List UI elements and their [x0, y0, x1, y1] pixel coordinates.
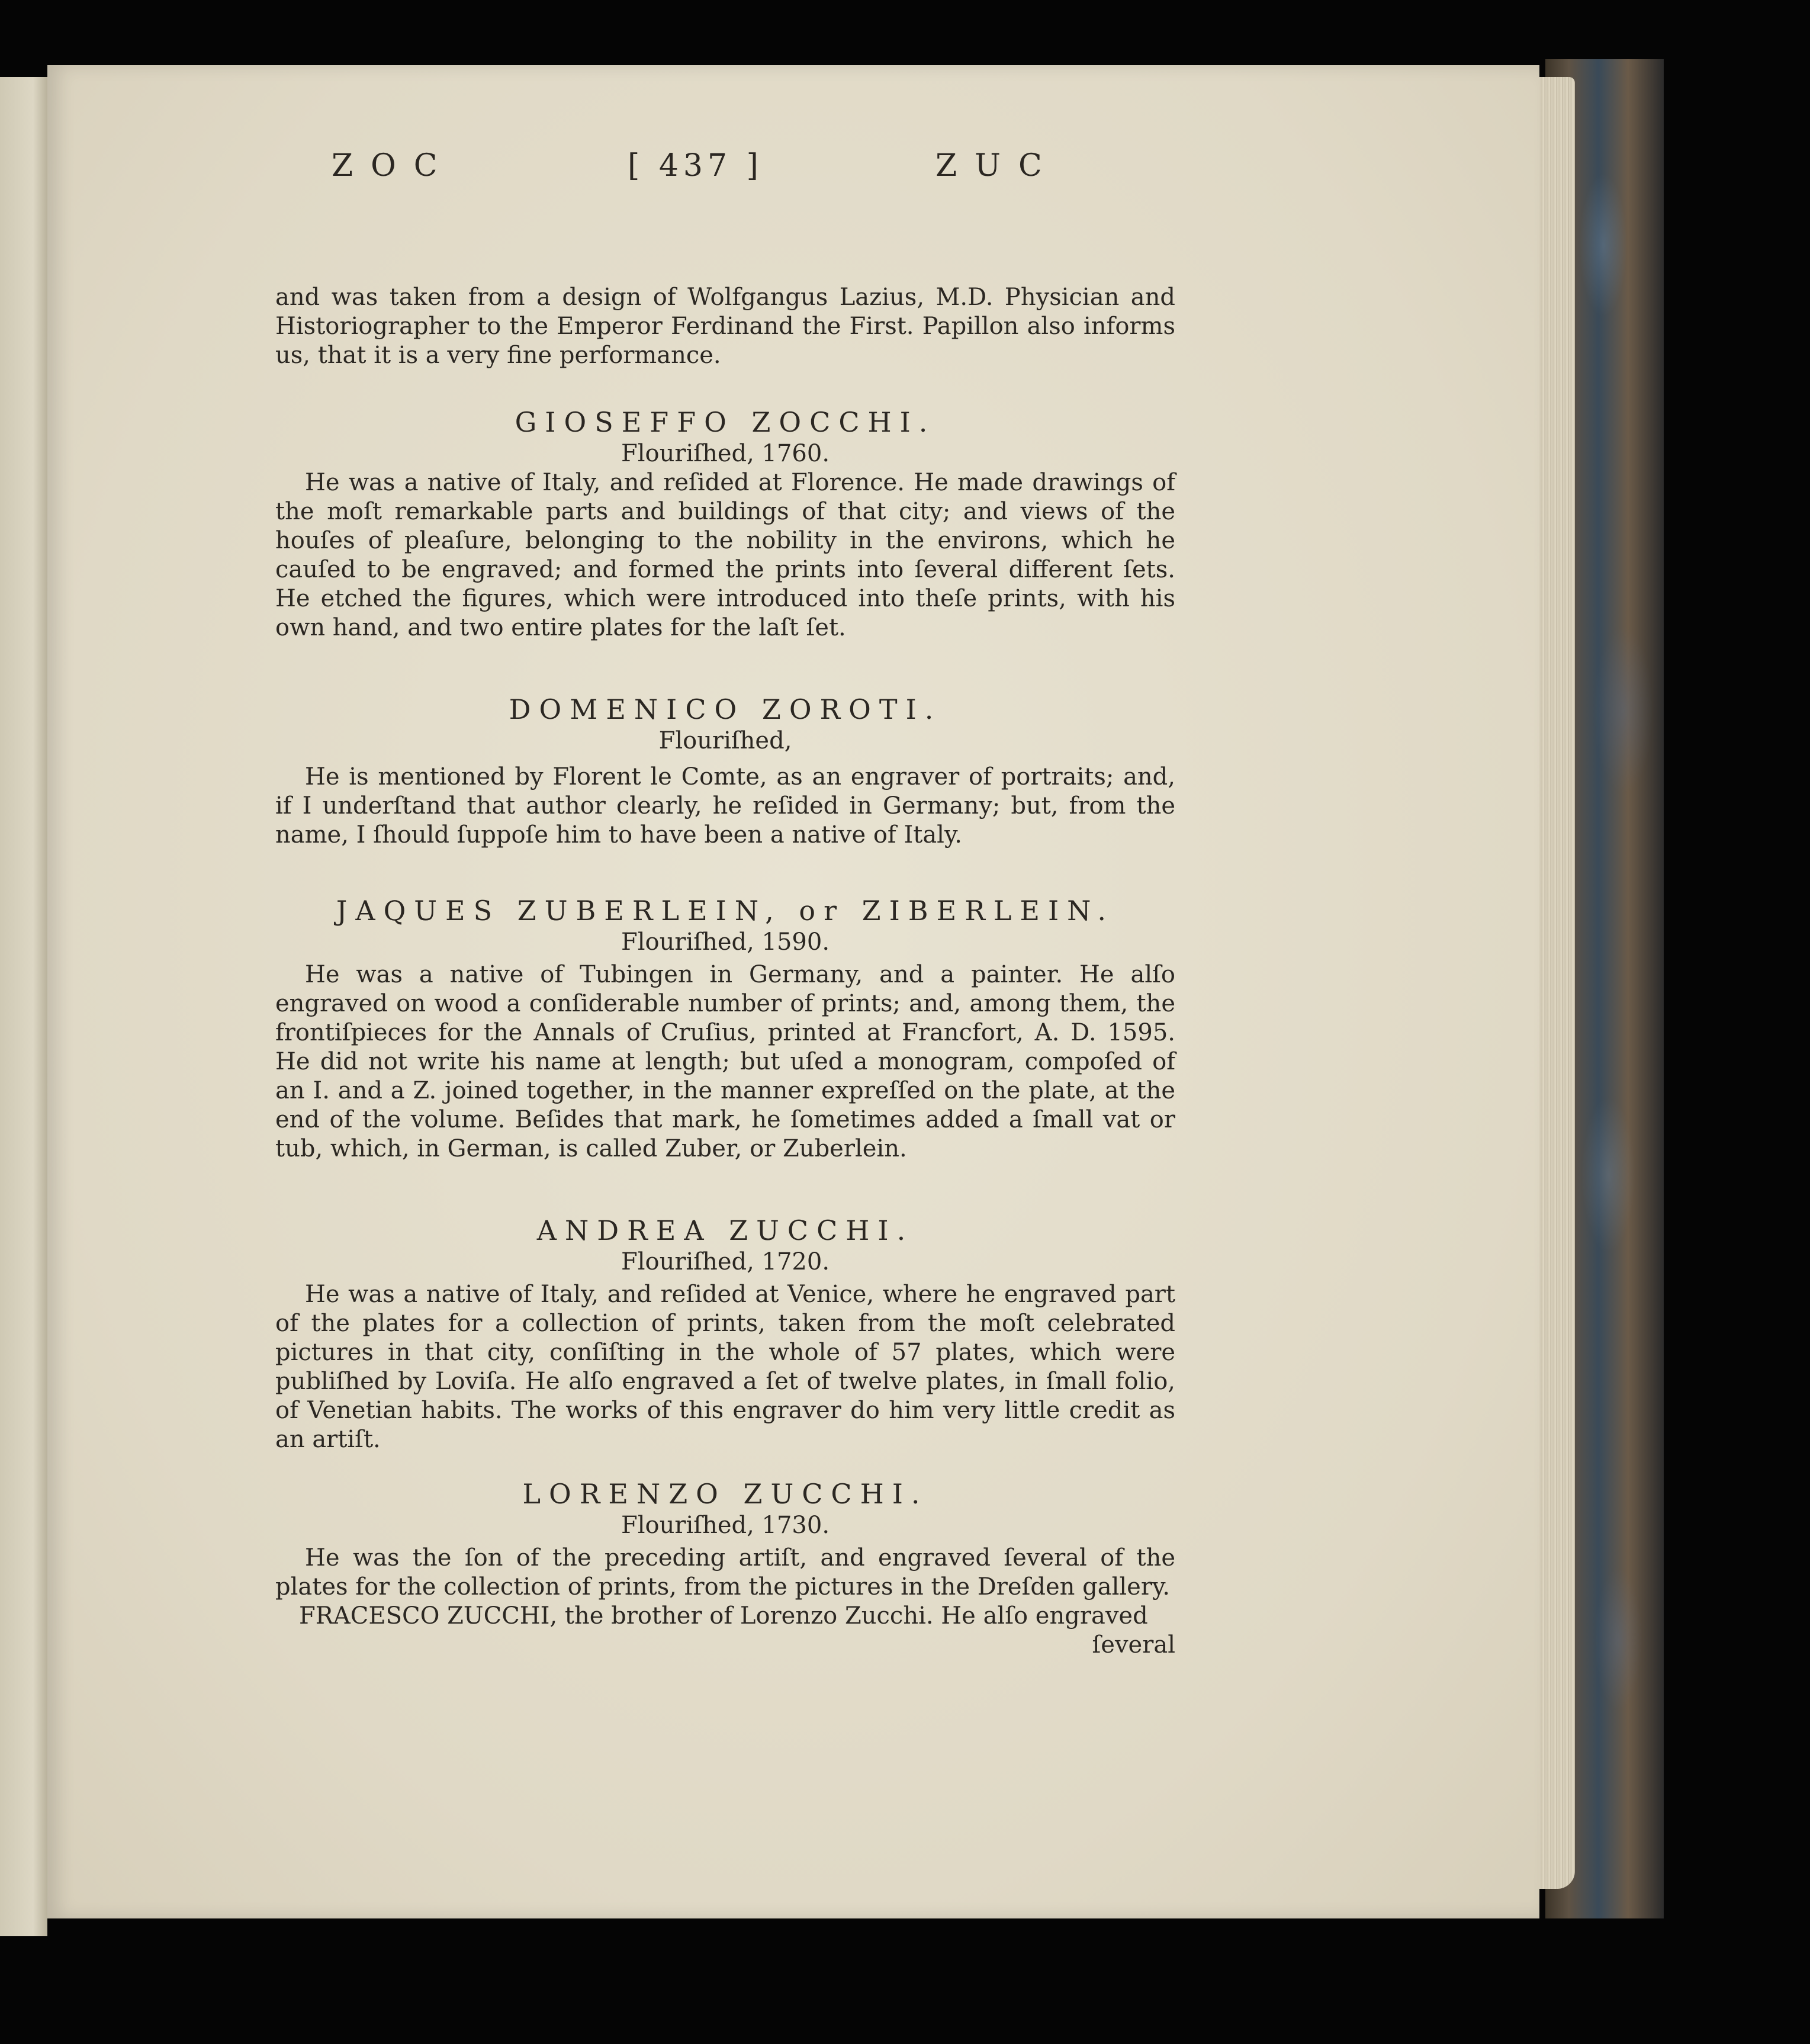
entry-zucchi-lorenzo [275, 1477, 1175, 1660]
entry-zocchi-gioseffo [275, 406, 1175, 642]
entry-zucchi-andrea [275, 1214, 1175, 1454]
entry-text: He was the ſon of the preceding artiſt, and engraved ſeveral of the plates for the collection of prints, from the pictures in the Dreſden gallery. [275, 1544, 1175, 1601]
running-header [332, 148, 1137, 201]
entry-text: He was a native of Italy, and reſided at Florence. He made drawings of the moſt remarkable parts and buildings of that city; and views of the houſes of pleaſure, belonging to the nobility in the environs, which he cauſed to be engraved; and formed the prints into ſeveral different ſets. He etched the figures, which were introduced into theſe prints, with his own hand, and two entire plates for the laſt ſet. [275, 469, 1175, 641]
entry-text: He was a native of Italy, and reſided at Venice, where he engraved part of the plates for a collection of prints, taken from the moſt celebrated pictures in that city, conſiſting in the whole of 57 plates, which were publiſhed by Loviſa. He alſo engraved a ſet of twelve plates, in ſmall folio, of Venetian habits. The works of this engraver do him very little credit as an artiſt. [275, 1281, 1175, 1453]
entry-heading: JAQUES ZUBERLEIN, or ZIBERLEIN. [336, 895, 1115, 927]
entry-heading: LORENZO ZUCCHI. [522, 1478, 928, 1510]
intro-paragraph-block [275, 283, 1175, 370]
entry-flourished: Flouriſhed, 1590. [621, 928, 830, 956]
page-number: [ 437 ] [628, 148, 763, 184]
entry-flourished: Flouriſhed, 1720. [621, 1248, 830, 1275]
header-right: ZUC [935, 148, 1060, 184]
entry-continued-text: FRACESCO ZUCCHI, the brother of Lorenzo Zucchi. He alſo engraved [299, 1602, 1148, 1630]
entry-zuberlein-jaques [275, 894, 1175, 1164]
entry-zoroti-domenico [275, 693, 1175, 850]
facing-page-edge [0, 77, 47, 1936]
entry-heading: GIOSEFFO ZOCCHI. [515, 406, 936, 438]
entry-flourished: Flouriſhed, 1760. [621, 440, 830, 467]
intro-paragraph: and was taken from a design of Wolfgangus Lazius, M.D. Physician and Historiographer to the Emperor Ferdinand the First. Papillon also informs us, that it is a very fine performance. [275, 284, 1175, 369]
entry-flourished: Flouriſhed, [658, 727, 792, 754]
entry-text: He is mentioned by Florent le Comte, as an engraver of portraits; and, if I underſtand that author clearly, he reſided in Germany; but, from the name, I ſhould ſuppoſe him to have been a native of Italy. [275, 763, 1175, 849]
entry-flourished: Flouriſhed, 1730. [621, 1512, 830, 1539]
page-edges [1533, 77, 1575, 1889]
entry-text: He was a native of Tubingen in Germany, and a painter. He alſo engraved on wood a conſiderable number of prints; and, among them, the frontiſpieces for the Annals of Cruſius, printed at Francfort, A. D. 1595. He did not write his name at length; but uſed a monogram, compoſed of an I. and a Z. joined together, in the manner expreſſed on the plate, at the end of the volume. Beſides that mark, he ſometimes added a ſmall vat or tub, which, in German, is called Zuber, or Zuberlein. [275, 961, 1175, 1162]
entry-heading: DOMENICO ZOROTI. [509, 693, 942, 725]
header-left: ZOC [332, 148, 455, 184]
catchword: ſeveral [1092, 1631, 1175, 1659]
entry-heading: ANDREA ZUCCHI. [536, 1214, 914, 1246]
